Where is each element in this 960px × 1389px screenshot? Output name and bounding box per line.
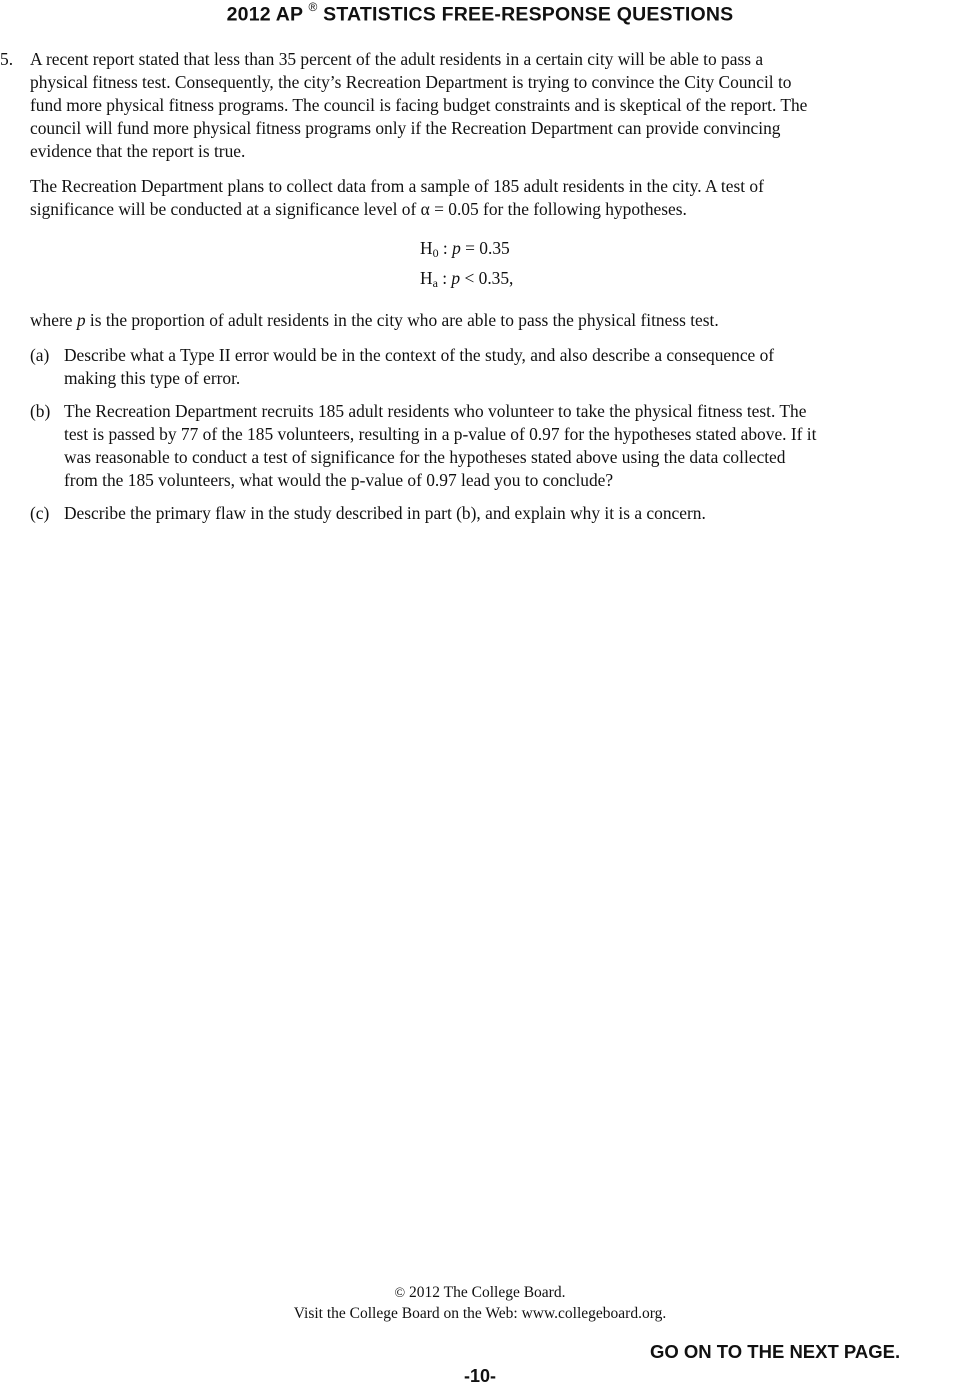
part-line: was reasonable to conduct a test of significance for the hypotheses stated above using the data collected [64,447,786,467]
part-label: (a) [30,345,50,365]
where-pre: where [30,310,77,330]
intro-line: A recent report stated that less than 35 percent of the adult residents in a certain city will be able to pass a [30,49,764,69]
alt-colon: : [437,268,452,288]
part-line: making this type of error. [64,368,241,388]
part-label: (c) [30,503,50,523]
plan-line: The Recreation Department plans to collect data from a sample of 185 adult residents in the city. A test of [30,176,764,196]
null-colon: : [438,238,453,258]
where-variable: p [76,310,86,330]
header-title-post: STATISTICS FREE-RESPONSE QUESTIONS [323,3,734,26]
plan-paragraph [0,175,930,221]
intro-line: council will fund more physical fitness programs only if the Recreation Department can provide convincing [30,118,781,138]
null-hypothesis [420,233,640,263]
where-definition [0,309,960,332]
null-statement: = 0.35 [460,238,510,258]
intro-line: evidence that the report is true. [30,141,246,161]
part-line: test is passed by 77 of the 185 volunteers, resulting in a p-value of 0.97 for the hypotheses stated above. If it [64,424,817,444]
question-content [0,48,960,525]
where-post: is the proportion of adult residents in the city who are able to pass the physical fitness test. [85,310,719,330]
null-symbol: H [420,238,433,258]
part-label: (b) [30,401,51,421]
part-b [0,400,944,492]
page-number: -10- [463,1366,496,1386]
question-number: 5. [0,49,14,69]
intro-line: physical fitness test. Consequently, the city’s Recreation Department is trying to convince the City Council to [30,72,792,92]
header-title-pre: 2012 AP [226,3,303,26]
part-line: from the 185 volunteers, what would the p-value of 0.97 lead you to conclude? [64,470,614,490]
copyright-icon: © [394,1286,406,1301]
alt-variable: p [451,268,461,288]
alt-statement: < 0.35, [460,268,514,288]
next-page-notice: GO ON TO THE NEXT PAGE. [650,1341,901,1362]
alt-subscript: a [432,276,438,290]
question-intro [0,48,950,163]
part-c [0,502,944,525]
copyright-text: 2012 The College Board. [405,1284,566,1301]
copyright-line [0,1283,960,1304]
null-variable: p [452,238,461,258]
part-line: Describe the primary flaw in the study described in part (b), and explain why it is a concern. [64,503,706,523]
part-a [0,344,944,390]
page-header [0,2,960,27]
null-subscript: 0 [432,246,439,260]
visit-line: Visit the College Board on the Web: www.collegeboard.org. [293,1305,667,1322]
alt-symbol: H [420,268,433,288]
part-line: The Recreation Department recruits 185 adult residents who volunteer to take the physical fitness test. The [64,401,807,421]
part-line: Describe what a Type II error would be in the context of the study, and also describe a consequence of [64,345,775,365]
registered-mark-icon: ® [308,0,318,14]
plan-line: significance will be conducted at a significance level of α = 0.05 for the following hypotheses. [30,199,687,219]
alternative-hypothesis [420,263,640,293]
hypotheses [420,233,640,293]
page-footer [0,1283,960,1324]
intro-line: fund more physical fitness programs. The council is facing budget constraints and is skeptical of the report. The [30,95,808,115]
